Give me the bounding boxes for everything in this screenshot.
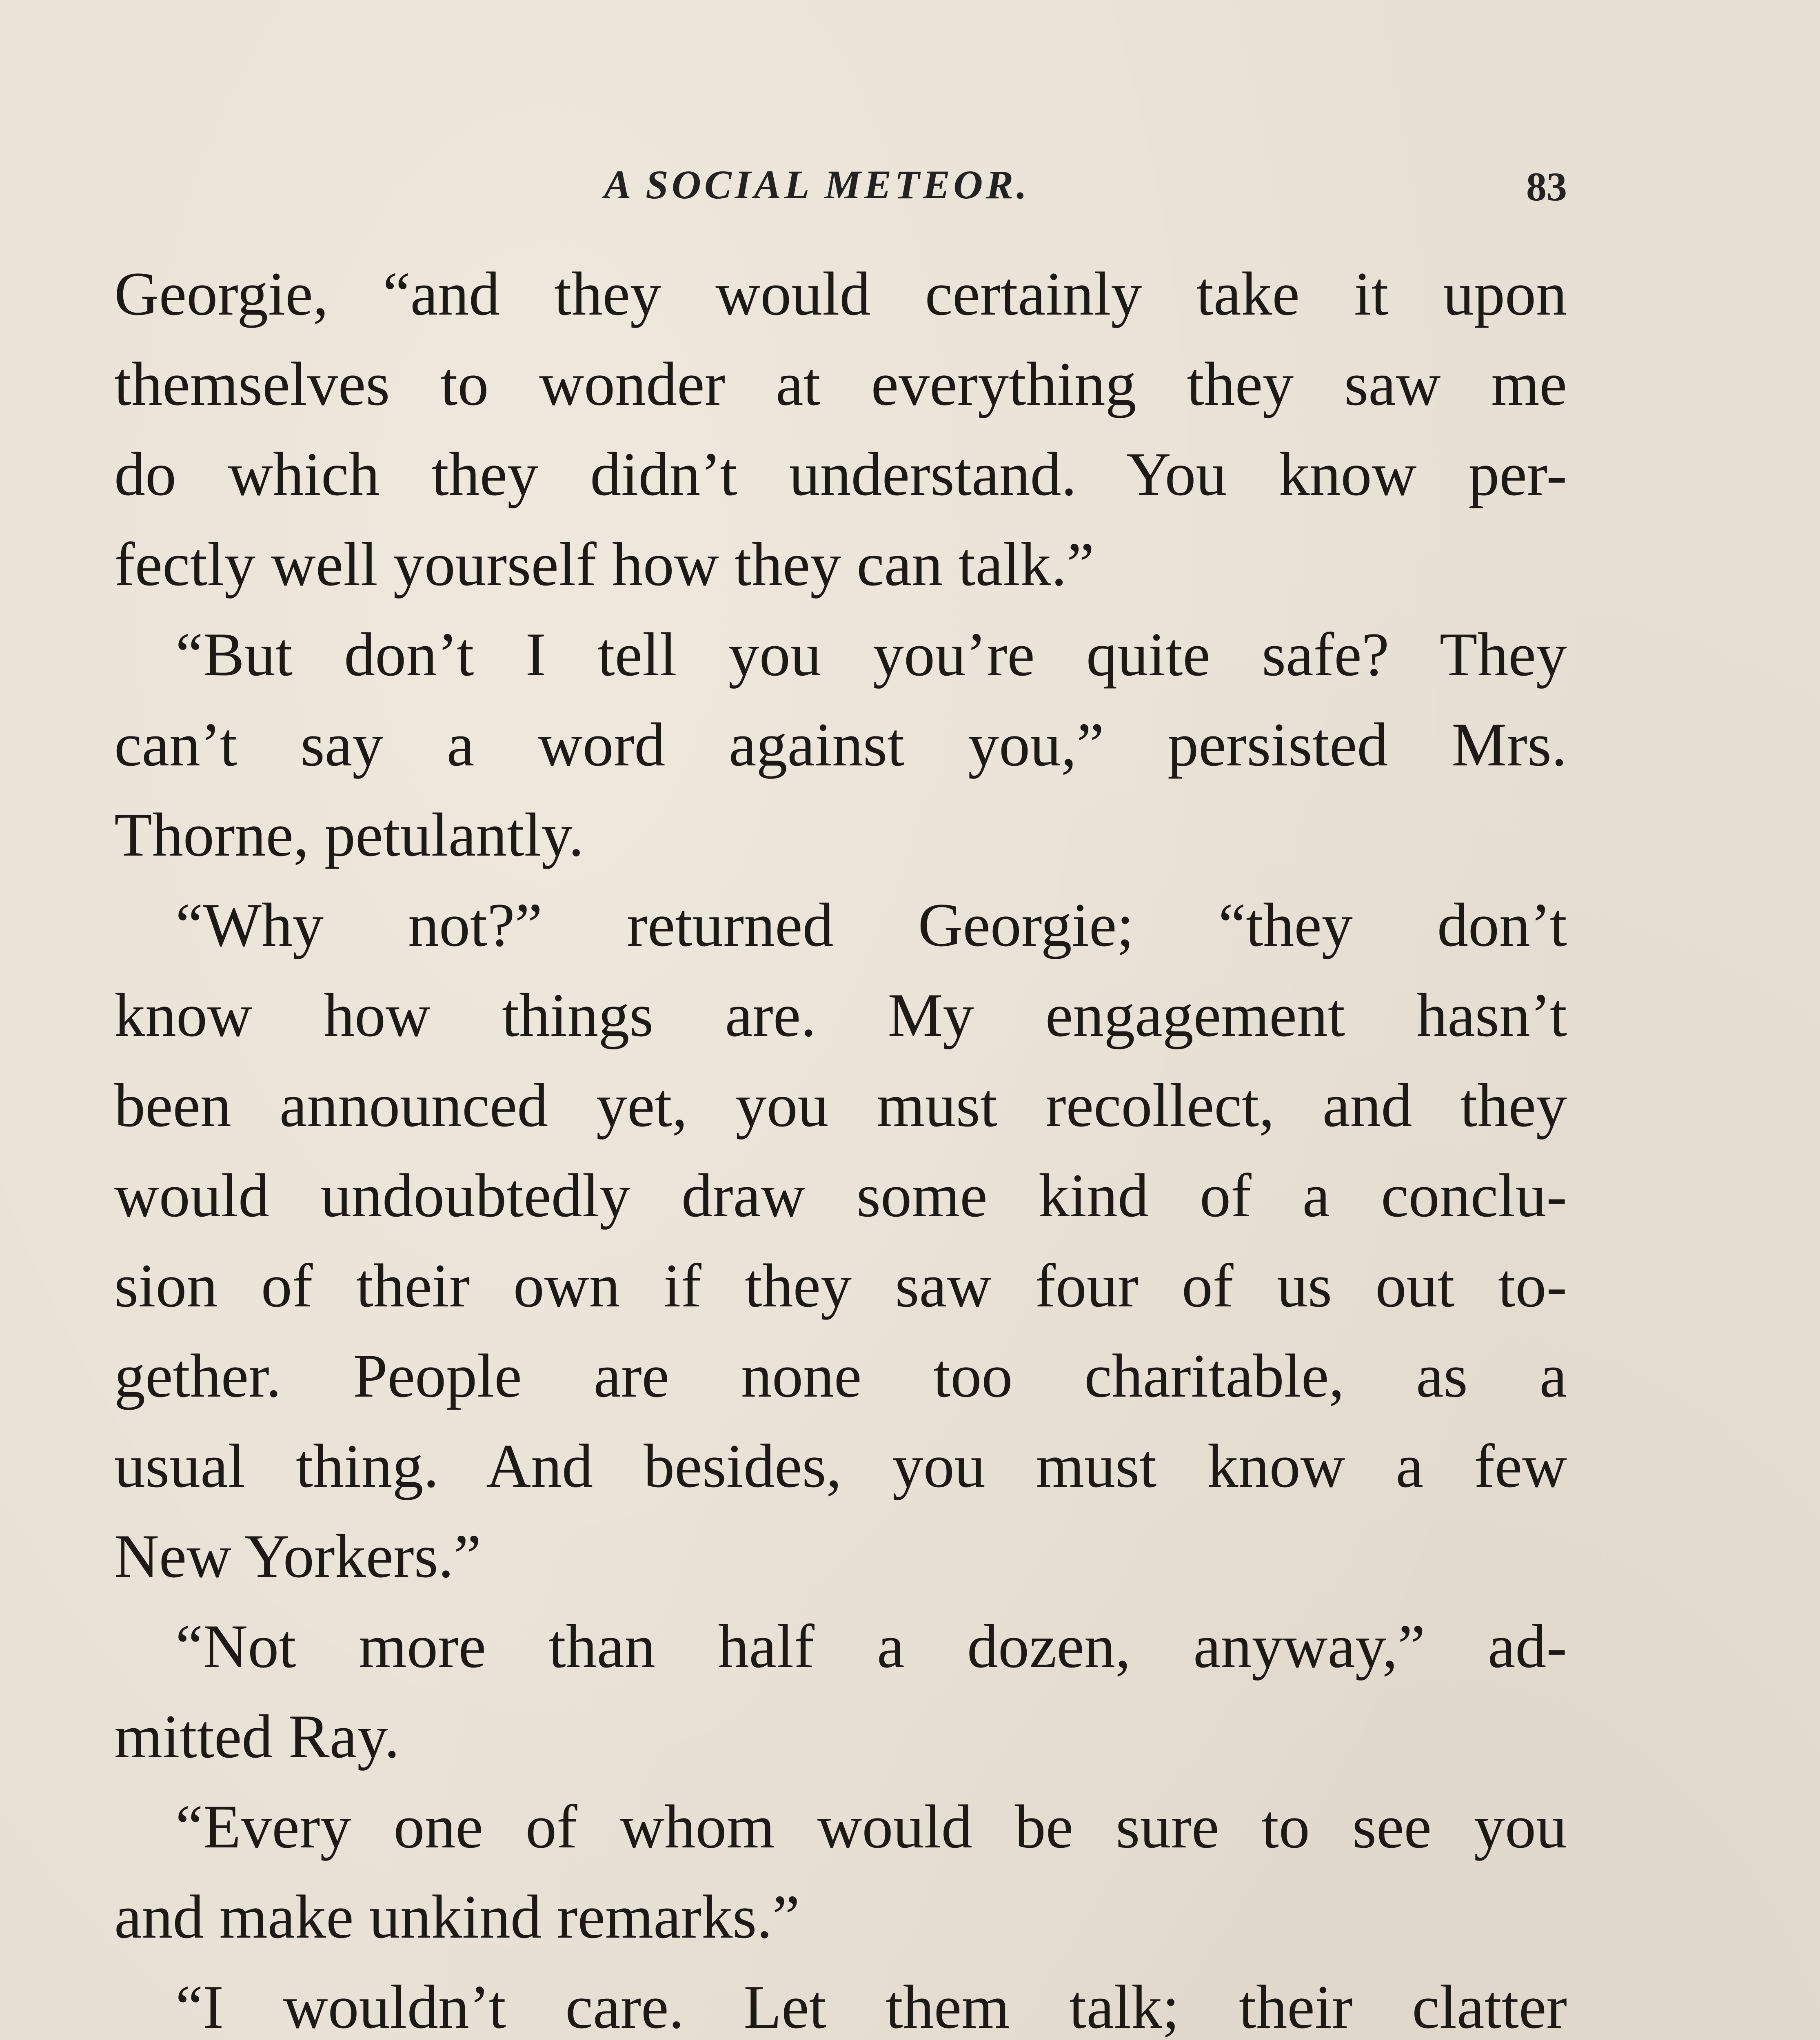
text-line: sion of their own if they saw four of us out to- xyxy=(114,1251,1567,1320)
text-line: Thorne, petulantly. xyxy=(114,800,584,869)
text-line: and make unkind remarks.” xyxy=(114,1883,800,1951)
text-line: would undoubtedly draw some kind of a conclu- xyxy=(114,1161,1567,1230)
body-text xyxy=(114,249,1567,2040)
text-line: fectly well yourself how they can talk.” xyxy=(114,530,1094,599)
text-line: gether. People are none too charitable, as a xyxy=(114,1342,1567,1410)
text-line: “I wouldn’t care. Let them talk; their clatter xyxy=(175,1973,1567,2040)
text-line: “Not more than half a dozen, anyway,” ad- xyxy=(175,1612,1567,1681)
text-line: “Every one of whom would be sure to see you xyxy=(175,1792,1567,1861)
text-line: mitted Ray. xyxy=(114,1702,400,1771)
page-number: 83 xyxy=(1526,164,1567,209)
text-line: can’t say a word against you,” persisted Mrs. xyxy=(114,710,1567,779)
text-line: Georgie, “and they would certainly take it upon xyxy=(114,259,1567,328)
text-line: been announced yet, you must recollect, and they xyxy=(114,1071,1567,1140)
text-line: “But don’t I tell you you’re quite safe? They xyxy=(175,620,1567,689)
text-line: usual thing. And besides, you must know a few xyxy=(114,1432,1567,1500)
text-line: do which they didn’t understand. You know per- xyxy=(114,440,1567,508)
text-line: know how things are. My engagement hasn’t xyxy=(114,981,1567,1049)
text-line: “Why not?” returned Georgie; “they don’t xyxy=(175,891,1567,959)
text-line: New Yorkers.” xyxy=(114,1522,482,1590)
running-title: A SOCIAL METEOR. xyxy=(604,162,1030,207)
text-line: themselves to wonder at everything they saw me xyxy=(114,350,1567,418)
